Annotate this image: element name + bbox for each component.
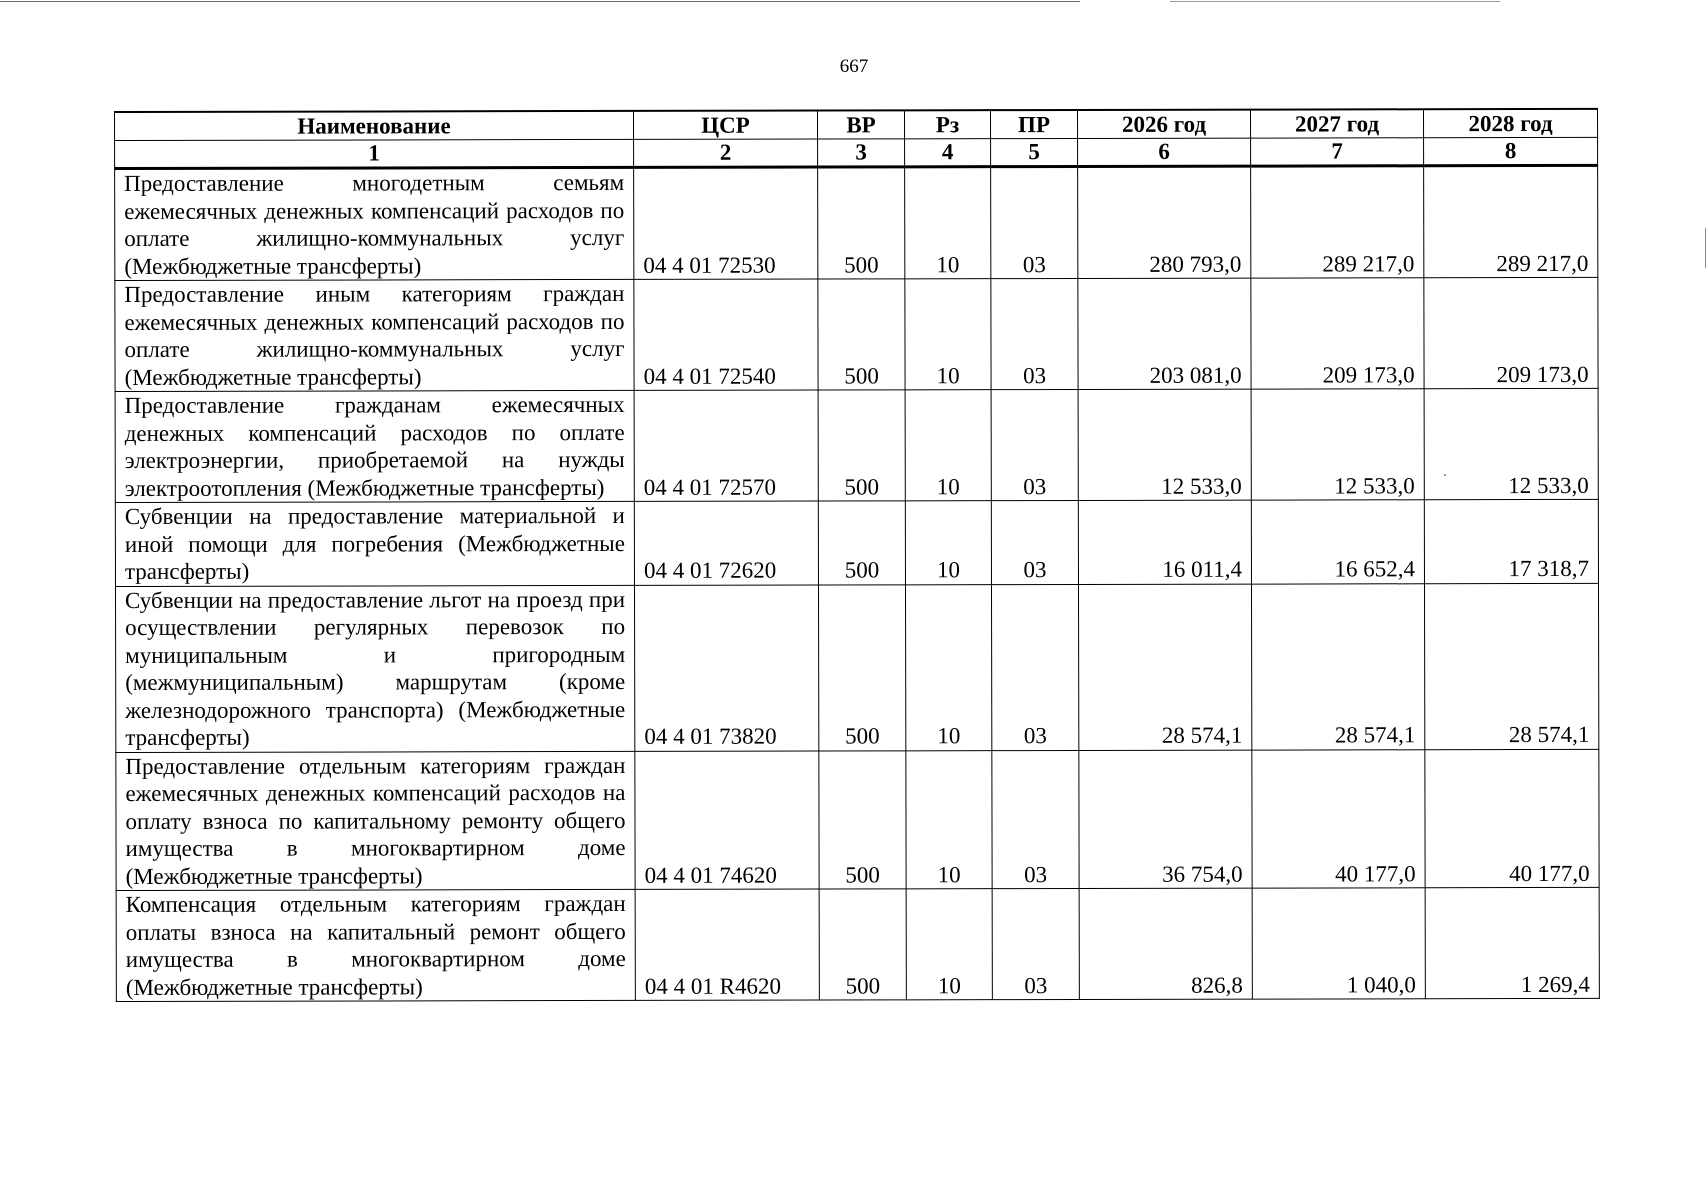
row-vr: 500: [818, 584, 905, 750]
row-name: Предоставление многодетным семьям ежемесячных денежных компенсаций расходов по оплате жилищно-коммунальных услуг (Межбюджетные трансферты): [115, 167, 634, 280]
row-2028: 289 217,0: [1424, 165, 1598, 277]
column-number: 6: [1078, 138, 1251, 166]
row-2026: 16 011,4: [1078, 500, 1251, 584]
row-2027: 12 533,0: [1251, 389, 1424, 500]
row-rz: 10: [906, 750, 992, 889]
column-number: 2: [634, 139, 818, 167]
row-rz: 10: [906, 889, 992, 1000]
row-vr: 500: [818, 390, 905, 501]
header-pr: ПР: [991, 110, 1078, 139]
column-number-row: [115, 137, 1598, 168]
row-name: Предоставление гражданам ежемесячных денежных компенсаций расходов по оплате электроэнергии, приобретаемой на нужды электроотопления (Межбюджетные трансферты): [115, 390, 634, 502]
row-pr: 03: [991, 389, 1078, 500]
table-row: [115, 583, 1598, 752]
column-number: 8: [1424, 137, 1598, 165]
header-vr: ВР: [818, 110, 905, 139]
row-csr: 04 4 01 73820: [634, 585, 818, 751]
column-number: 3: [818, 139, 905, 167]
row-2027: 16 652,4: [1251, 500, 1424, 584]
row-rz: 10: [905, 584, 991, 750]
row-2027: 40 177,0: [1252, 749, 1425, 888]
header-2026: 2026 год: [1078, 110, 1251, 139]
row-2027: 1 040,0: [1252, 888, 1425, 999]
row-name: Компенсация отдельным категориям граждан оплаты взноса на капитальный ремонт общего имущества в многоквартирном доме (Межбюджетные трансферты): [116, 889, 635, 1001]
table-row: [115, 388, 1598, 502]
row-name: Субвенции на предоставление льгот на проезд при осуществлении регулярных перевозок по муниципальным и пригородным (межмуниципальным) маршрутам (кроме железнодорожного транспорта) (Межбюджетные трансферты): [115, 585, 634, 752]
row-pr: 03: [991, 278, 1078, 389]
budget-table: [114, 108, 1600, 1002]
row-pr: 03: [991, 584, 1078, 750]
row-vr: 500: [819, 750, 906, 889]
row-rz: 10: [905, 501, 991, 585]
row-rz: 10: [905, 279, 991, 390]
scan-border-line: [1705, 228, 1706, 268]
row-csr: 04 4 01 74620: [635, 751, 819, 890]
column-number: 5: [991, 138, 1078, 166]
page-number: 667: [839, 56, 869, 77]
row-2027: 209 173,0: [1251, 278, 1424, 389]
row-csr: 04 4 01 72530: [634, 167, 818, 279]
table-row: [116, 887, 1599, 1001]
row-rz: 10: [905, 390, 991, 501]
header-row: [115, 109, 1598, 141]
scan-border-line: [1170, 1, 1500, 2]
row-vr: 500: [818, 279, 905, 390]
row-vr: 500: [818, 167, 905, 279]
column-number: 7: [1251, 138, 1424, 166]
table-row: [115, 165, 1598, 280]
header-rz: Рз: [905, 110, 991, 139]
row-2028: 209 173,0: [1424, 277, 1598, 388]
header-csr: ЦСР: [634, 111, 818, 140]
header-2028: 2028 год: [1423, 109, 1597, 138]
row-2028: 28 574,1: [1424, 583, 1598, 749]
row-2028: 17 318,7: [1424, 499, 1598, 583]
header-2027: 2027 год: [1250, 109, 1423, 138]
row-2028: 12 533,0: [1424, 388, 1598, 499]
column-number: 4: [905, 139, 991, 167]
row-2027: 289 217,0: [1251, 166, 1424, 278]
row-csr: 04 4 01 R4620: [635, 889, 819, 1000]
row-pr: 03: [992, 750, 1079, 889]
header-name: Наименование: [115, 111, 634, 141]
scan-border-line: [0, 1, 1080, 2]
row-pr: 03: [991, 166, 1078, 278]
row-pr: 03: [991, 500, 1078, 584]
row-csr: 04 4 01 72620: [634, 501, 818, 585]
row-csr: 04 4 01 72570: [634, 390, 818, 501]
row-rz: 10: [905, 167, 991, 279]
row-pr: 03: [992, 888, 1079, 999]
row-name: Предоставление иным категориям граждан ежемесячных денежных компенсаций расходов по оплате жилищно-коммунальных услуг (Межбюджетные трансферты): [115, 279, 634, 391]
row-2028: 1 269,4: [1425, 887, 1599, 998]
column-number: 1: [115, 139, 634, 168]
table-row: [116, 749, 1599, 891]
row-name: Предоставление отдельным категориям граждан ежемесячных денежных компенсаций расходов на оплату взноса по капитальному ремонту общего имущества в многоквартирном доме (Межбюджетные трансферты): [116, 751, 635, 891]
row-2026: 826,8: [1079, 888, 1252, 999]
table-row: [115, 277, 1598, 391]
table-row: [115, 499, 1598, 586]
row-2026: 203 081,0: [1078, 278, 1251, 389]
row-2027: 28 574,1: [1251, 583, 1424, 749]
row-vr: 500: [818, 501, 905, 585]
row-2026: 12 533,0: [1078, 389, 1251, 500]
row-vr: 500: [819, 889, 906, 1000]
row-2028: 40 177,0: [1425, 749, 1599, 888]
row-name: Субвенции на предоставление материальной и иной помощи для погребения (Межбюджетные трансферты): [115, 501, 634, 586]
row-2026: 36 754,0: [1079, 750, 1252, 889]
row-2026: 28 574,1: [1078, 584, 1251, 750]
row-csr: 04 4 01 72540: [634, 279, 818, 390]
row-2026: 280 793,0: [1078, 166, 1251, 278]
